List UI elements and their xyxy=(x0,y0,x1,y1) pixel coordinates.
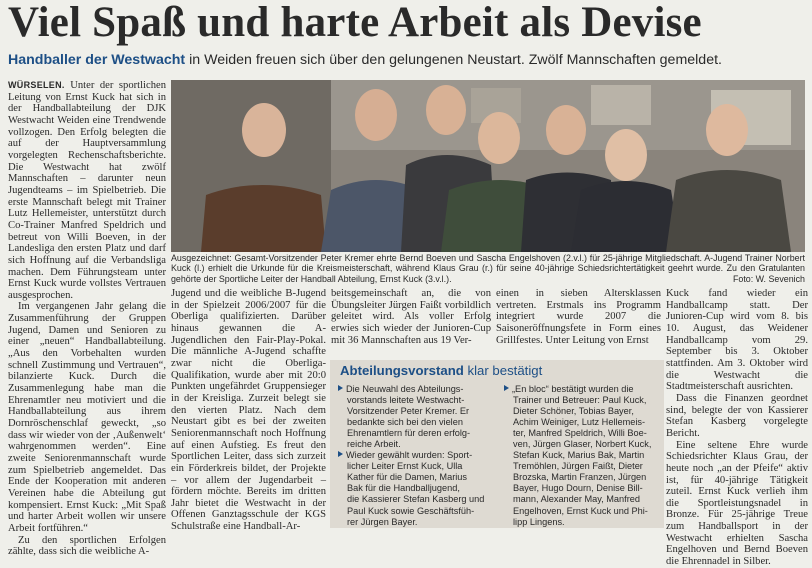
info-box-line-text: Kather für die Damen, Marius xyxy=(347,472,467,483)
article-paragraph xyxy=(8,80,166,301)
subheadline xyxy=(8,52,808,69)
info-box-left-column xyxy=(338,384,498,528)
info-box-line-text: Vorsitzender Peter Kremer. Er xyxy=(347,406,470,417)
info-box-line xyxy=(338,406,498,417)
info-box-line-text: Bayer, Hugo Dourn, Denise Bill- xyxy=(513,483,643,494)
info-box-line xyxy=(338,395,498,406)
article-paragraph: Im vergangenen Jahr gelang die Zusammenführung der Gruppen Jugend, Damen und Senioren zu einer „neuen“ Handballabteilung. „Aus den Vorbehalten wurden schnell Zustimmung und Vertrauen“, bilanzierte Kuck. Durch die Zusammenlegung habe man die Ehrenamtler neu motiviert und die Handballabteilung aus ihrem Dornröschenschlaf geweckt, „so dass wir wieder von der ‚Außenwelt‘ wahrgenommen werden“. Eine zweite Seniorenmannschaft wurde zum Spielbetrieb angemeldet. Das Ende der Kooperation mit anderen Vereinen habe die Abteilung gut kompensiert. Ernst Kuck: „Mit Spaß und harter Arbeit wollen wir unsere Arbeit fortführen.“ xyxy=(8,301,166,534)
info-box-line xyxy=(338,417,498,428)
article-paragraph: Dass die Finanzen geordnet sind, belegte der von Kassierer Stefan Kasberg vorgelegte Bericht. xyxy=(666,392,808,439)
headline: Viel Spaß und harte Arbeit als Devise xyxy=(8,0,702,46)
info-box-line xyxy=(504,461,664,472)
info-box-line xyxy=(504,517,664,528)
info-box-line-text: Die Neuwahl des Abteilungs- xyxy=(346,384,464,394)
article-column-2 xyxy=(171,288,326,533)
info-box-line-text: Brozska, Martin Franzen, Jürgen xyxy=(513,472,647,483)
info-box-line-text: Wieder gewählt wurden: Sport- xyxy=(346,450,473,461)
info-box-line-text: ter, Manfred Speldrich, Willi Boe- xyxy=(513,428,647,439)
info-box-bullet-line xyxy=(338,384,498,395)
info-box-line-text: ven, Jürgen Glaser, Norbert Kuck, xyxy=(513,439,652,450)
info-box-line-text: Stefan Kuck, Marius Bak, Martin xyxy=(513,450,645,461)
info-box-line xyxy=(504,439,664,450)
info-box-line-text: mann, Alexander May, Manfred xyxy=(513,494,640,505)
info-box-line-text: Tremöhlen, Jürgen Faißt, Dieter xyxy=(513,461,643,472)
article-paragraph: Kuck fand wieder ein Handballcamp statt. Der Junioren-Cup wird vom 8. bis 10. August, das Weidener Handballcamp vom 29. September bis 3. Oktober stattfinden. Am 3. Oktober wird die Westwacht die Stadtmeisterschaft ausrichten. xyxy=(666,288,808,393)
info-box-line-text: licher Leiter Ernst Kuck, Ulla xyxy=(347,461,463,472)
info-box-line xyxy=(504,450,664,461)
info-box-line-text: Achim Weiniger, Lutz Hellemeis- xyxy=(513,417,646,428)
photo-credit: Foto: W. Sevenich xyxy=(732,273,805,284)
article-column-4 xyxy=(496,288,661,358)
info-box-line xyxy=(338,472,498,483)
info-box-line xyxy=(504,494,664,505)
info-box-right-column xyxy=(504,384,664,528)
info-box-line xyxy=(504,428,664,439)
info-box-line xyxy=(504,395,664,406)
photo-caption xyxy=(171,253,805,284)
info-box-line-text: rer Jürgen Bayer. xyxy=(347,516,418,527)
info-box-bullet-line xyxy=(504,384,664,395)
info-box-line-text: „En bloc“ bestätigt wurden die xyxy=(512,384,634,394)
info-box-line xyxy=(504,483,664,494)
bullet-triangle-icon xyxy=(338,451,343,457)
info-box-title xyxy=(340,363,542,378)
article-paragraph: einen in sieben Altersklassen vertreten. Erstmals ins Programm integriert wurde 2007 die Saisoneröffnungsfete in Form eines Grillfestes. Unter Leitung von Ernst xyxy=(496,288,661,346)
article-column-1 xyxy=(8,80,166,558)
subheadline-rest: in Weiden freuen sich über den gelungenen Neustart. Zwölf Mannschaften gemeldet. xyxy=(185,52,722,68)
info-box-line-text: vorstands leitete Westwacht- xyxy=(347,395,465,406)
info-box-line-text: Engelhoven, Ernst Kuck und Phi- xyxy=(513,505,648,516)
paragraph-text: Unter der sportlichen Leitung von Ernst Kuck hat sich in der Handballabteilung der DJK Westwacht Weiden eine Trendwende vollzogen. Den Erfolg belegten die auf der Hauptversammlung vorgelegten Rechenschaftsberichte. Die Westwacht hat zwölf Mannschaften – darunter neun Jugendteams – im Spielbetrieb. Die erste Mannschaft belegt mit Trainer Lutz Hellemeister, unterstützt durch Co-Trainer Manfred Speldrich und betreut von Willi Boeven, in der Landesliga den ersten Platz und darf sich Hoffnung auf die Verbandsliga machen. Dem Führungsteam unter Ernst Kuck wurde vollstes Vertrauen ausgesprochen. xyxy=(8,80,166,301)
info-box-line-text: Paul Kuck sowie Geschäftsfüh- xyxy=(347,505,475,516)
info-box-line-text: Bak für die Handballjugend, xyxy=(347,483,460,494)
info-box-line xyxy=(338,483,498,494)
info-box-line xyxy=(504,506,664,517)
bullet-triangle-icon xyxy=(338,385,343,391)
info-box-line xyxy=(338,517,498,528)
article-paragraph: Eine seltene Ehre wurde Schiedsrichter Klaus Grau, der heute noch „an der Pfeife“ aktiv ist, für 40-jährige Tätigkeit zuteil. Ernst Kuck verlieh ihm die Sportleistungsnadel in Bronze. Für 25-jährige Treue zum Handballsport in der Westwacht erhielten Sascha Engelhoven und Bernd Boeven die Ehrennadel in Silber. xyxy=(666,439,808,568)
info-box-line xyxy=(338,506,498,517)
article-paragraph: Zu den sportlichen Erfolgen zählte, dass sich die weibliche A- xyxy=(8,534,166,558)
info-box-line xyxy=(338,439,498,450)
info-box-line-text: bedankte sich bei den vielen xyxy=(347,417,463,428)
info-box-line-text: Ehrenamtlern für deren erfolg- xyxy=(347,428,471,439)
info-box-line-text: die Kassierer Stefan Kasberg und xyxy=(347,494,485,505)
info-box-title-bold: Abteilungsvorstand xyxy=(340,363,464,378)
info-box xyxy=(330,360,664,528)
article-paragraph: beitsgemeinschaft an, die von Übungsleiter Jürgen Faißt vorbildlich geleitet wird. Als voller Erfolg erwies sich wieder der Junioren-Cup mit 36 Mannschaften aus 19 Ver- xyxy=(331,288,491,346)
article-column-5 xyxy=(666,288,808,568)
info-box-line xyxy=(338,461,498,472)
info-box-title-rest: klar bestätigt xyxy=(463,363,543,378)
article-paragraph: Jugend und die weibliche B-Jugend in der Spielzeit 2006/2007 für die Oberliga qualifizierten. Darüber hinaus gewannen die A-Jugendlichen den Fair-Play-Pokal. Die männliche A-Jugend schaffte zwar nicht die Oberliga-Qualifikation, wurde aber mit 20:0 Punkten ungefährdet Gruppensieger in der Kreisliga. Zurzeit belegt sie den vierten Platz. Nach dem Neustart gibt es bei der zweiten Seniorenmannschaft noch Hoffnung auf einen Aufstieg. Es freut den Sportlichen Leiter, dass sich zurzeit ein Förderkreis bildet, der Projekte – vor allem der Jugendarbeit – fördern möchte. Bereits im dritten Jahr bietet die Westwacht in der Offenen Ganztagsschule der KGS Schulstraße eine Handball-Ar- xyxy=(171,288,326,533)
info-box-line-text: Trainer und Betreuer: Paul Kuck, xyxy=(513,395,647,406)
info-box-bullet-line xyxy=(338,450,498,461)
info-box-line-text: reiche Arbeit. xyxy=(347,439,401,450)
team-photo xyxy=(171,80,805,252)
caption-text: Ausgezeichnet: Gesamt-Vorsitzender Peter Kremer ehrte Bernd Boeven und Sascha Engelshoven (2.v.l.) für 25-jährige Mitgliedschaft. A-Jugend Trainer Norbert Kuck (l.) erhielt die Urkunde für die Kreismeisterschaft, während Klaus Grau (r.) für seine 40-jährige Schiedsrichtertätigkeit geehrt wurde. Zu den Gratulanten gehörte der Sportliche Leiter der Handball Abteilung, Ernst Kuck (3.v.l.). xyxy=(171,253,805,284)
info-box-line xyxy=(504,417,664,428)
info-box-line-text: lipp Lingens. xyxy=(513,516,565,527)
article-column-3 xyxy=(331,288,491,358)
info-box-line xyxy=(504,406,664,417)
subheadline-lead: Handballer der Westwacht xyxy=(8,52,186,68)
info-box-line xyxy=(504,472,664,483)
bullet-triangle-icon xyxy=(504,385,509,391)
info-box-line-text: Dieter Schöner, Tobias Bayer, xyxy=(513,406,634,417)
info-box-line xyxy=(338,428,498,439)
info-box-line xyxy=(338,494,498,505)
dateline: WÜRSELEN. xyxy=(8,80,65,90)
